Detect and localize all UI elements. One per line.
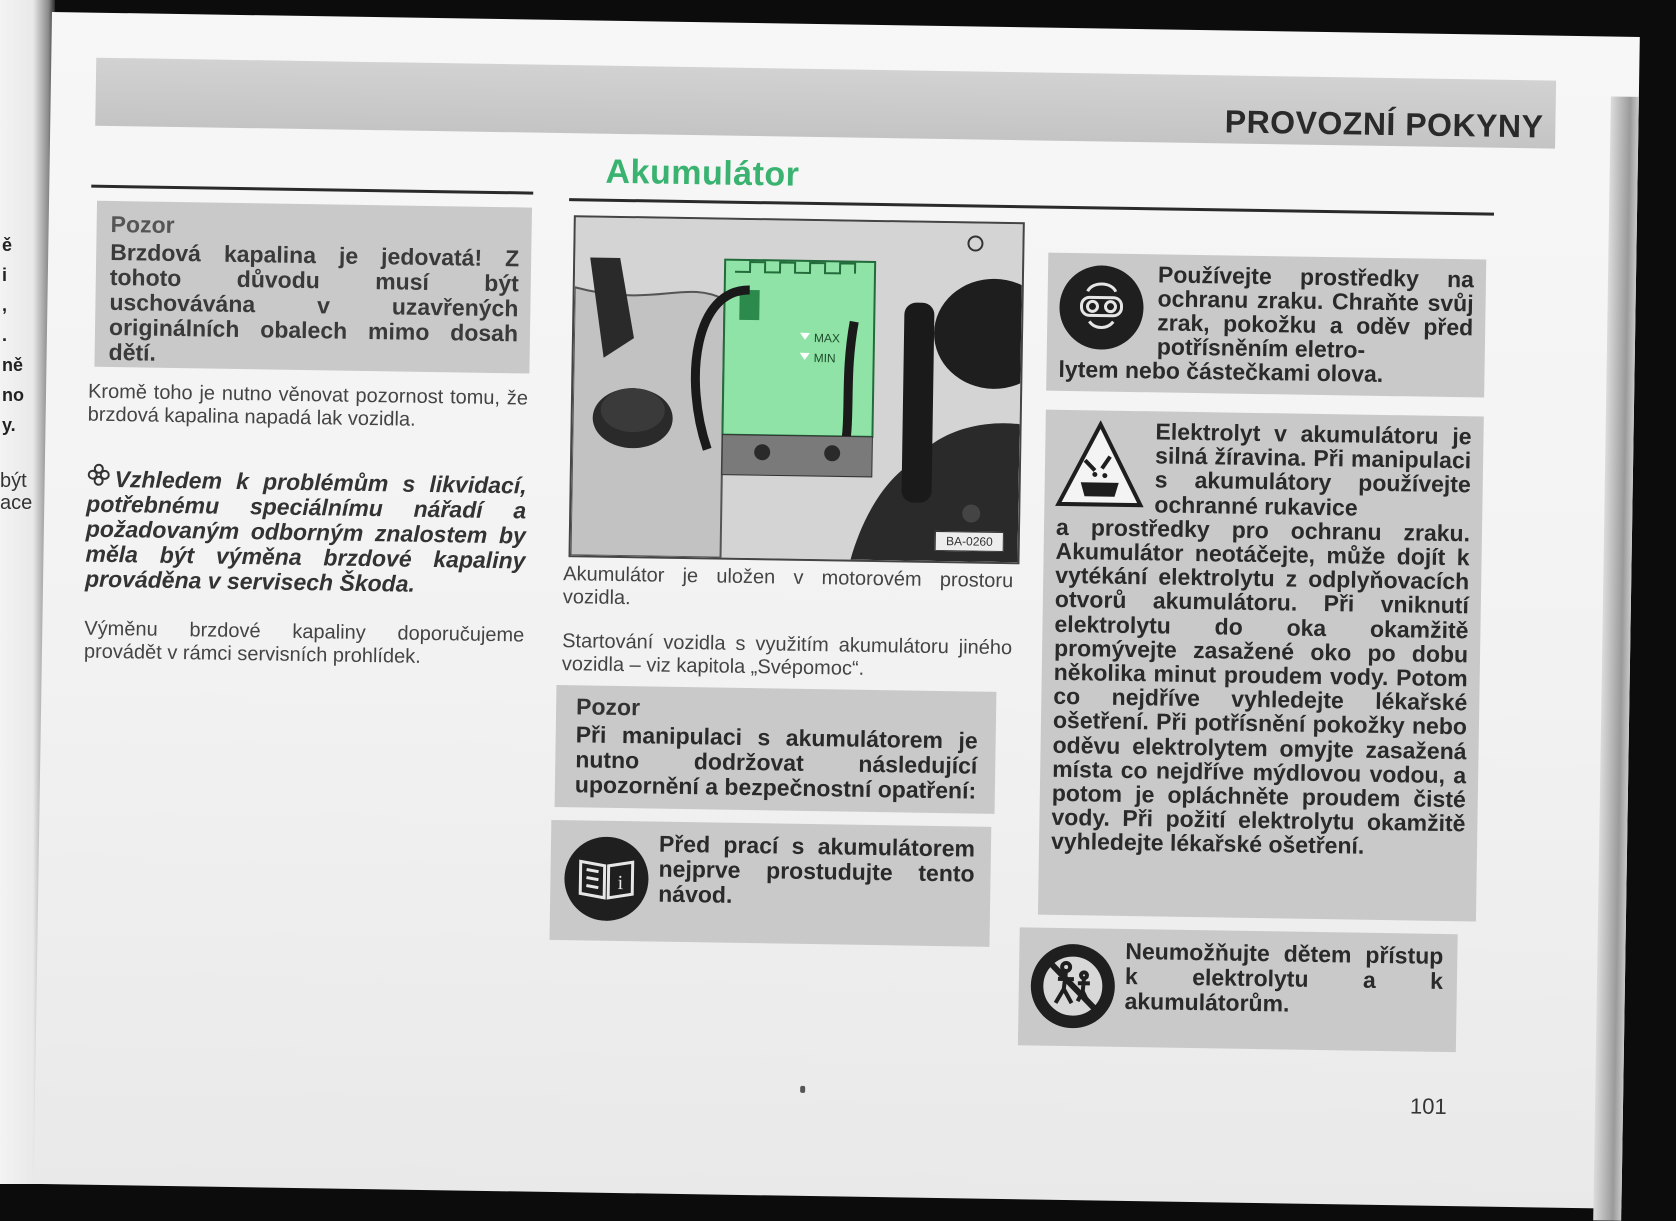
eye-protection-box (1046, 253, 1486, 398)
min-label: MIN (813, 351, 836, 366)
page-header-title: PROVOZNÍ POKYNY (1224, 103, 1544, 145)
electrolyte-warning-text-a: Elektrolyt v akumulátoru je silná žíravina. Při manipulaci s akumulátory používejte ochranné rukavice (1154, 418, 1472, 521)
electrolyte-warning-text (1051, 418, 1472, 860)
battery-illustration (569, 215, 1025, 564)
manual-text: Před prací s akumulátorem nejprve prostudujte tento návod. (658, 830, 976, 908)
section-title: Akumulátor (605, 152, 800, 194)
eye-protection-text-b: lytem nebo částečkami olova. (1058, 355, 1384, 387)
keep-children-away-box (1018, 927, 1458, 1052)
max-label: MAX (813, 331, 841, 346)
warning-text: Při manipulaci s akumulátorem je nutno dodržovat následující upozornění a bezpečnostní opatření: (574, 721, 978, 804)
svg-text:i: i (617, 871, 624, 895)
left-rule (91, 185, 533, 195)
page-mark (800, 1086, 805, 1093)
environment-note-text: Vzhledem k problémům s likvidací, potřebnému speciálnímu nářadí a požadovaným odborným znalostem by měla být výměna brzdové kapaliny prováděna v servisech Škoda. (84, 466, 527, 597)
warning-label: Pozor (110, 210, 175, 238)
manual-book-icon (564, 836, 649, 921)
warning-text: Brzdová kapalina je jedovatá! Z tohoto důvodu musí být uschovávána v uzavřených originálních obalech mimo dosah dětí. (108, 238, 520, 366)
paragraph-lak: Kromě toho je nutno věnovat pozornost tomu, že brzdová kapalina napadá lak vozidla. (87, 380, 529, 431)
figure-label: BA-0260 (935, 531, 1004, 552)
section-rule (569, 198, 1494, 216)
header-bar (95, 58, 1556, 149)
start-text: Startování vozidla s využitím akumulátoru jiného vozidla – viz kapitola „Svépomoc“. (561, 630, 1013, 680)
electrolyte-warning-box (1038, 410, 1484, 922)
figure-caption: Akumulátor je uložen v motorovém prostoru vozidla. (562, 563, 1014, 610)
eye-protection-text-a: Používejte prostředky na ochranu zraku. Chraňte svůj zrak, pokožku a oděv před potřísněním eletro- (1156, 261, 1475, 363)
environment-note (85, 463, 527, 599)
manual-page (34, 12, 1640, 1209)
page-number: 101 (1409, 1093, 1447, 1120)
eye-protection-text (1058, 261, 1474, 387)
spine-fragments: ě i , . ně no y. (2, 235, 24, 435)
paragraph-vymena: Výměnu brzdové kapaliny doporučujeme provádět v rámci servisních prohlídek. (83, 617, 525, 668)
brake-fluid-warning (94, 201, 532, 374)
no-children-icon (1030, 944, 1115, 1029)
read-manual-box (549, 820, 991, 947)
battery-handling-warning (555, 685, 997, 814)
keep-children-away-text: Neumožňujte dětem přístup k elektrolytu a k akumulátorům. (1124, 937, 1444, 1017)
warning-label: Pozor (575, 693, 641, 721)
electrolyte-warning-text-b: a prostředky pro ochranu zraku. Akumulátor neotáčejte, může dojít k vytékání elektrolytu z odplyňovacích otvorů akumulátoru. Při vniknutí elektrolytu do oka okamžitě promývejte zasažené oko po dobu několika minut proudem vody. Potom co nejdříve vyhledejte lékařské ošetření. Při potřísnění pokožky nebo oděvu elektrolytem omyjte zasažená místa co nejdříve mýdlovou vodou, a potom je opláchněte proudem čisté vody. Při požití elektrolytu okamžitě vyhledejte lékařské ošetření. (1050, 513, 1471, 860)
spine-text: být ace (0, 470, 33, 514)
page-edge (1593, 96, 1639, 1220)
flower-icon (86, 463, 110, 492)
